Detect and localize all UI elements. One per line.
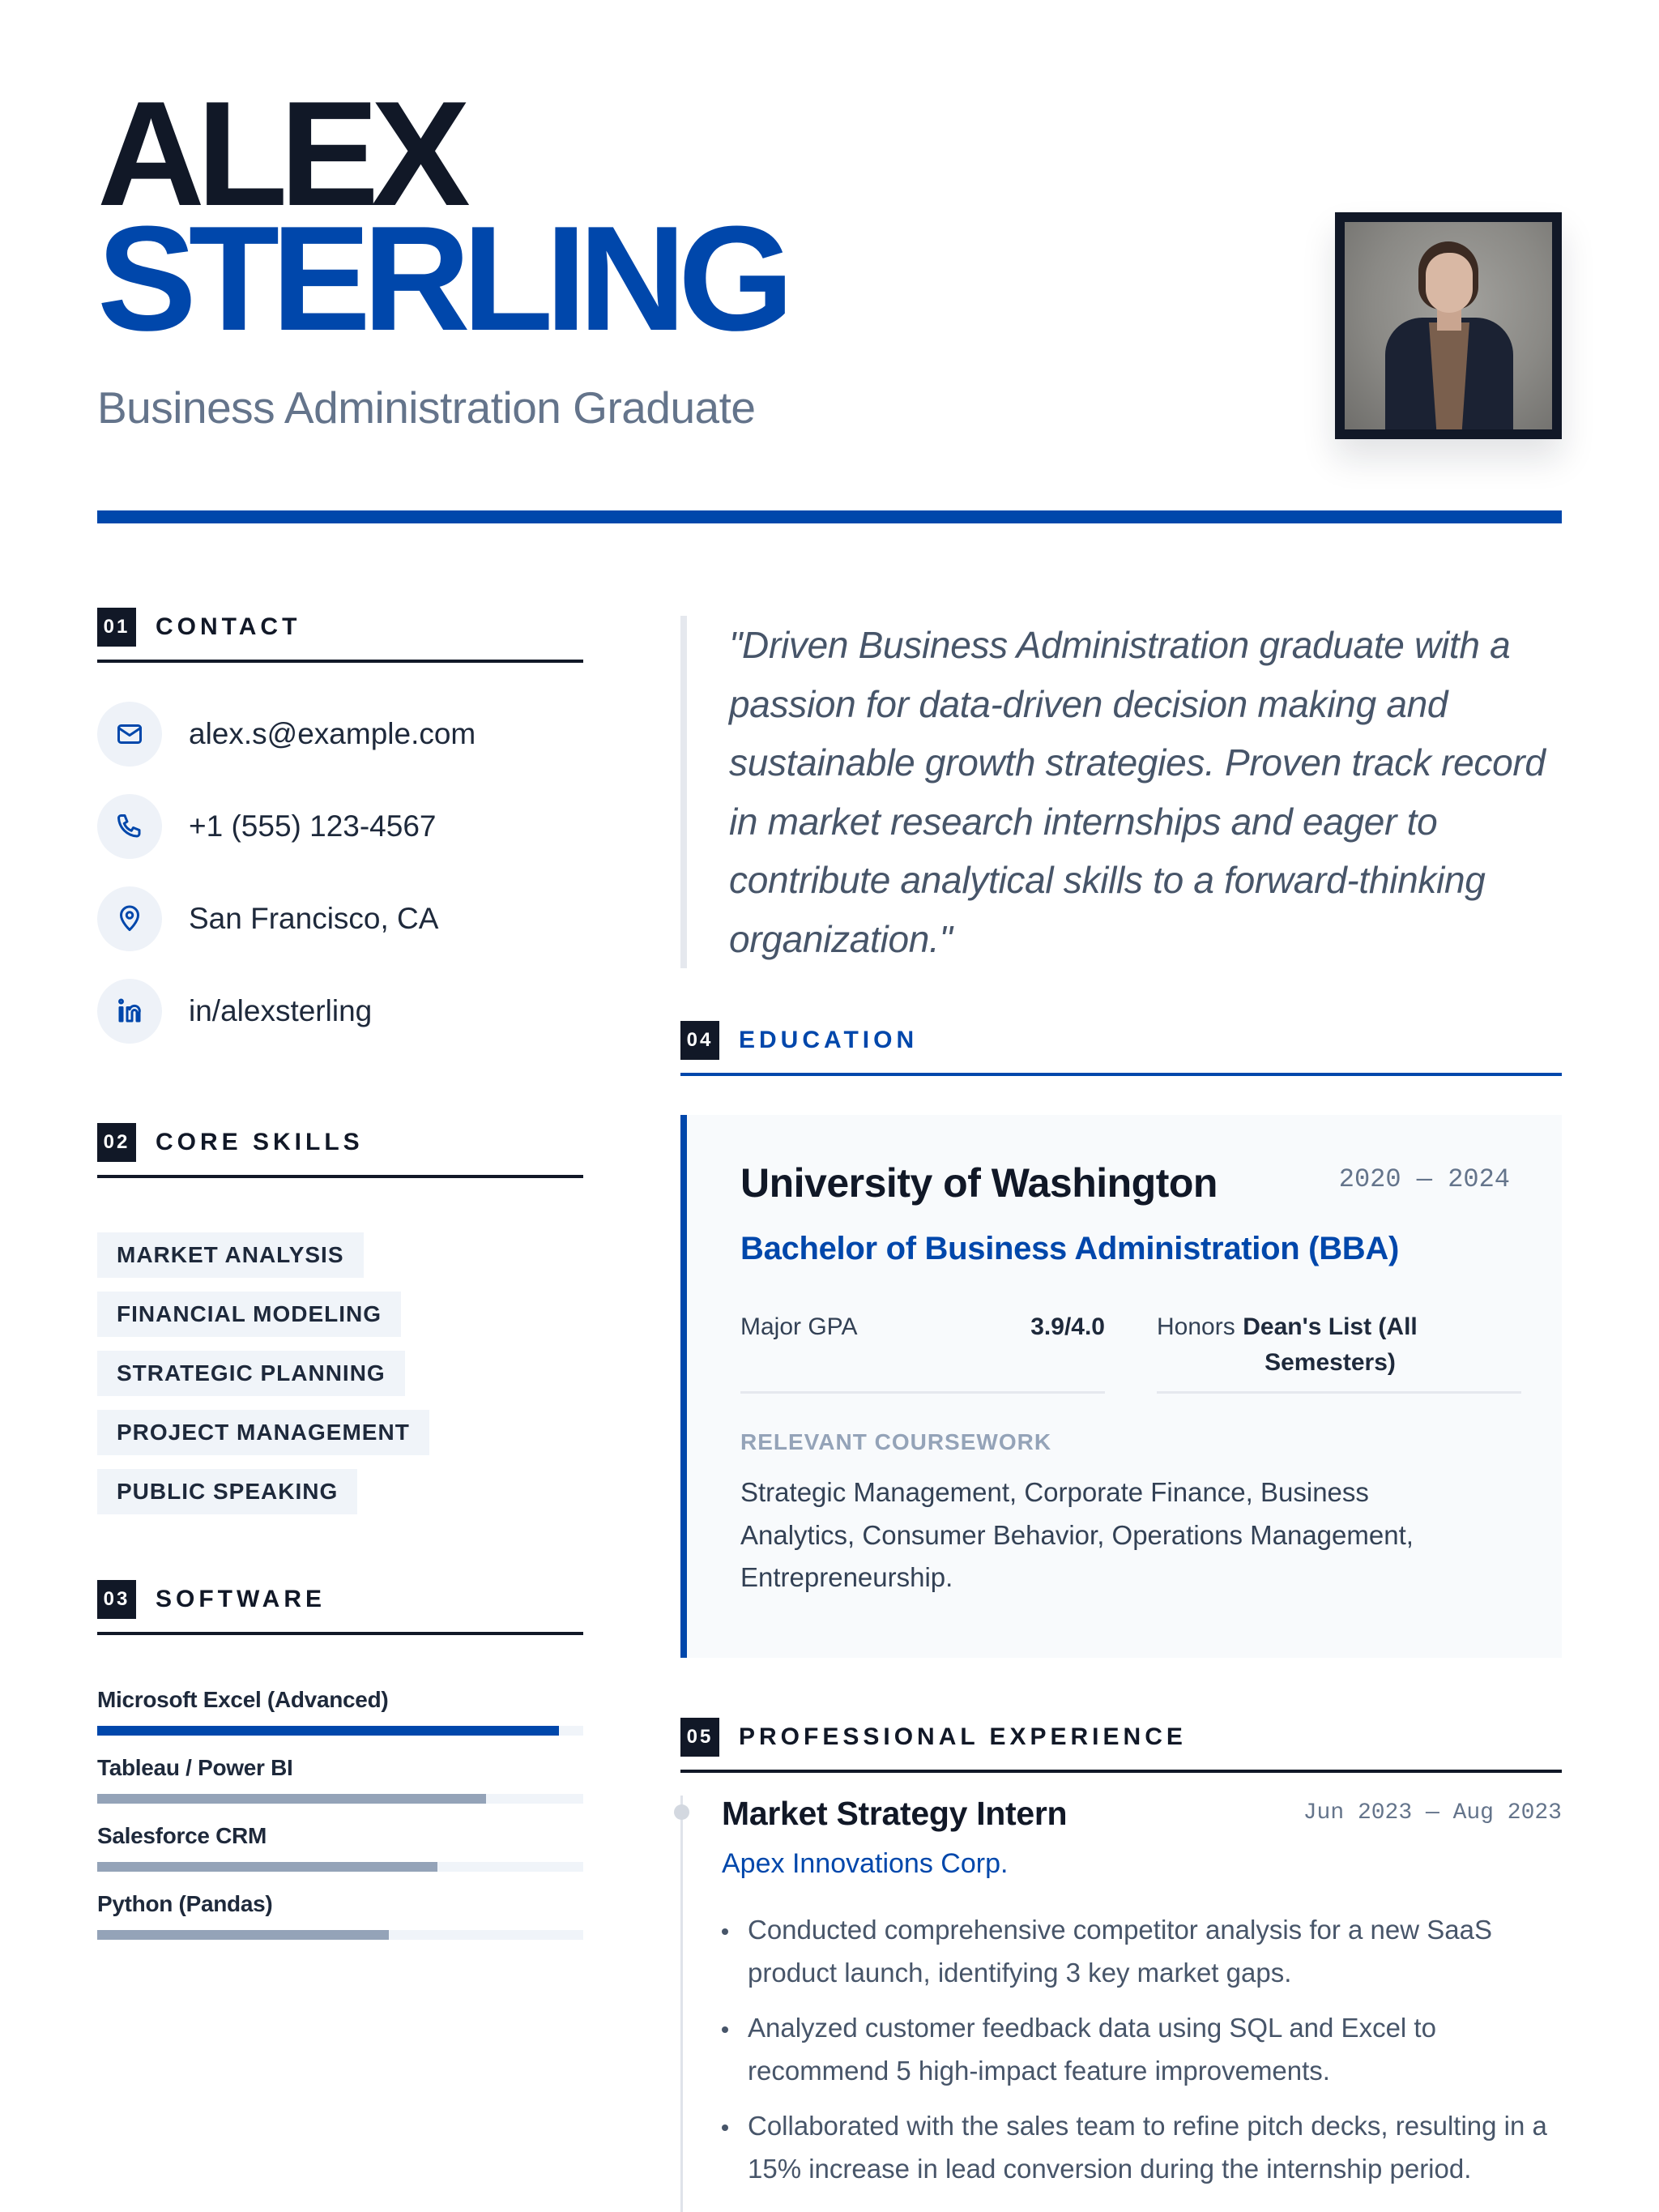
honors-stat: [1157, 1309, 1521, 1394]
contact-linkedin[interactable]: [97, 979, 583, 1044]
section-number: 01: [97, 608, 136, 647]
section-title: PROFESSIONAL EXPERIENCE: [739, 1723, 1187, 1750]
contact-location: [97, 886, 583, 951]
software-item: [97, 1685, 583, 1736]
phone-icon: [97, 794, 162, 859]
last-name: STERLING: [97, 194, 787, 361]
skill-tag: FINANCIAL MODELING: [97, 1292, 401, 1337]
section-number: 05: [680, 1718, 719, 1757]
profile-summary: "Driven Business Administration graduate with a passion for data-driven decision making and sustainable growth strategies. Proven track record in market research internships and eager to contribute analytical skills to a forward-thinking organization.": [680, 616, 1562, 968]
first-name: ALEX: [97, 70, 463, 237]
school-name: University of Washington: [740, 1160, 1218, 1206]
proficiency-bar: [97, 1930, 583, 1940]
coursework-list: Strategic Management, Corporate Finance, Business Analytics, Consumer Behavior, Operations Management, Entrepreneurship.: [740, 1477, 1414, 1592]
software-name: Microsoft Excel (Advanced): [97, 1687, 389, 1712]
section-number: 03: [97, 1580, 136, 1619]
section-header-experience: [680, 1718, 1562, 1773]
education-card: [680, 1115, 1562, 1658]
software-name: Tableau / Power BI: [97, 1755, 293, 1780]
candidate-name: [97, 70, 787, 361]
skill-tag: MARKET ANALYSIS: [97, 1232, 364, 1278]
proficiency-bar: [97, 1862, 583, 1872]
profile-photo: [1335, 212, 1562, 439]
honors-label: Honors: [1157, 1313, 1235, 1340]
job-company: Apex Innovations Corp.: [722, 1848, 1009, 1879]
proficiency-bar: [97, 1726, 583, 1736]
map-pin-icon: [97, 886, 162, 951]
job-position: Market Strategy Intern: [722, 1795, 1068, 1832]
header-divider: [97, 510, 1562, 523]
software-name: Salesforce CRM: [97, 1823, 267, 1848]
section-number: 02: [97, 1123, 136, 1162]
headshot-image: [1345, 222, 1552, 429]
gpa-label: Major GPA: [740, 1313, 858, 1340]
timeline-line: [680, 1796, 683, 2212]
mail-icon: [97, 702, 162, 767]
resume-page: [97, 0, 1562, 2212]
software-name: Python (Pandas): [97, 1891, 273, 1916]
section-header-contact: [97, 608, 583, 663]
contact-phone[interactable]: [97, 794, 583, 859]
section-header-skills: [97, 1123, 583, 1178]
achievement-item: Conducted comprehensive competitor analysis for a new SaaS product launch, identifying 3 key market gaps.: [722, 1909, 1564, 1994]
job-title: Business Administration Graduate: [97, 382, 756, 433]
education-dates: 2020 — 2024: [1338, 1164, 1510, 1194]
skill-tag: PUBLIC SPEAKING: [97, 1469, 357, 1514]
section-title: CORE SKILLS: [156, 1129, 364, 1155]
proficiency-bar: [97, 1794, 583, 1804]
coursework-label: RELEVANT COURSEWORK: [740, 1429, 1052, 1454]
email-text: alex.s@example.com: [189, 717, 476, 750]
section-header-software: [97, 1580, 583, 1635]
gpa-stat: [740, 1309, 1105, 1394]
timeline-dot-icon: [674, 1804, 689, 1820]
section-header-education: [680, 1021, 1562, 1076]
phone-text: +1 (555) 123-4567: [189, 809, 437, 843]
software-item: [97, 1753, 583, 1804]
gpa-value: 3.9/4.0: [1030, 1313, 1105, 1340]
achievement-item: Collaborated with the sales team to refine pitch decks, resulting in a 15% increase in lead conversion during the internship period.: [722, 2105, 1564, 2190]
proficiency-fill: [97, 1726, 559, 1736]
skill-tag: PROJECT MANAGEMENT: [97, 1410, 429, 1455]
proficiency-fill: [97, 1794, 486, 1804]
section-title: SOFTWARE: [156, 1586, 326, 1612]
linkedin-icon: [97, 979, 162, 1044]
proficiency-fill: [97, 1930, 389, 1940]
job-achievements: [722, 1909, 1564, 2203]
section-title: EDUCATION: [739, 1027, 919, 1053]
software-item: [97, 1821, 583, 1872]
proficiency-fill: [97, 1862, 437, 1872]
degree: Bachelor of Business Administration (BBA): [740, 1231, 1399, 1266]
honors-value: Dean's List (All Semesters): [1243, 1313, 1418, 1376]
contact-email[interactable]: [97, 702, 583, 767]
achievement-item: Analyzed customer feedback data using SQL and Excel to recommend 5 high-impact feature improvements.: [722, 2007, 1564, 2092]
linkedin-text: in/alexsterling: [189, 994, 373, 1027]
job-dates: Jun 2023 — Aug 2023: [1303, 1800, 1562, 1826]
skill-tag: STRATEGIC PLANNING: [97, 1351, 405, 1396]
section-number: 04: [680, 1021, 719, 1060]
software-item: [97, 1890, 583, 1940]
section-title: CONTACT: [156, 613, 301, 640]
location-text: San Francisco, CA: [189, 902, 439, 935]
